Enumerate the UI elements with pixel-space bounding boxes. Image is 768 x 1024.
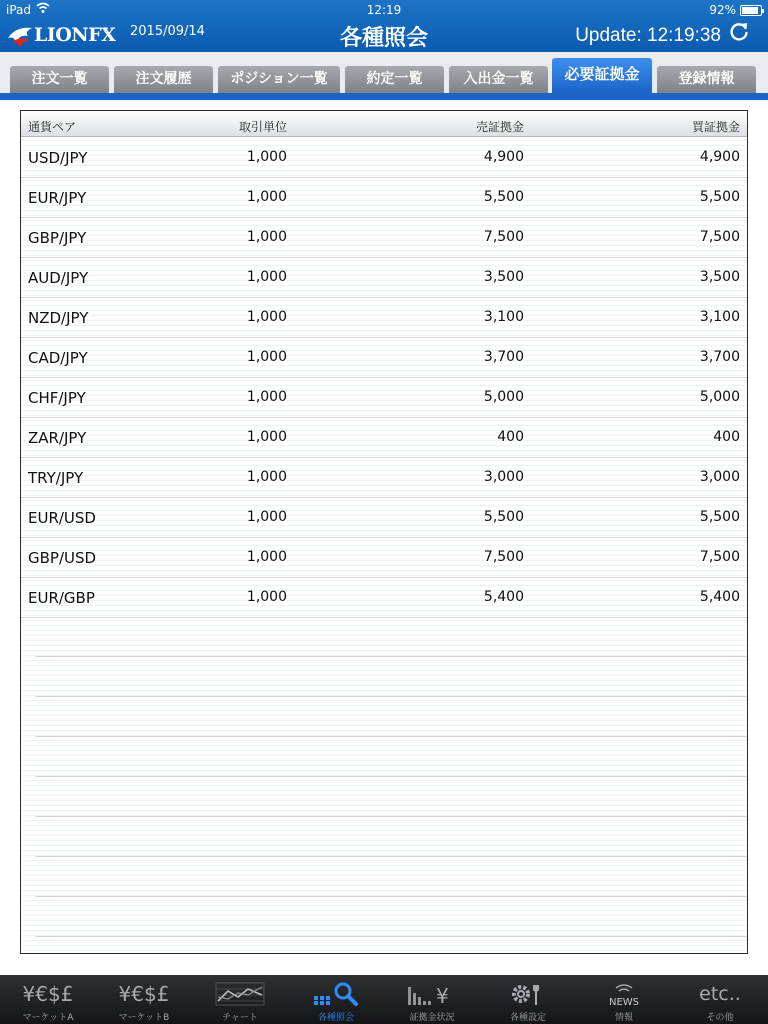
table-row[interactable] bbox=[21, 537, 747, 578]
refresh-icon[interactable] bbox=[728, 21, 750, 43]
tab-position-list[interactable]: ポジション一覧 bbox=[218, 66, 340, 93]
tab-execution-list[interactable]: 約定一覧 bbox=[345, 66, 444, 93]
cell-buy-margin: 5,400 bbox=[699, 589, 740, 605]
cell-sell-margin: 3,500 bbox=[483, 269, 524, 285]
news-icon bbox=[576, 981, 672, 1007]
currency-icon: ¥€$£ bbox=[118, 982, 170, 1006]
cell-trade-unit: 1,000 bbox=[246, 589, 287, 605]
table-row[interactable] bbox=[21, 337, 747, 378]
cell-buy-margin: 5,000 bbox=[699, 389, 740, 405]
cell-sell-margin: 400 bbox=[497, 429, 524, 445]
empty-row-divider bbox=[35, 856, 747, 857]
bottom-tab-label: 各種照会 bbox=[317, 1013, 354, 1023]
column-header-buy-margin: 買証拠金 bbox=[691, 120, 740, 134]
cell-currency-pair: ZAR/JPY bbox=[28, 429, 87, 447]
update-time: Update: 12:19:38 bbox=[575, 25, 721, 46]
empty-row-divider bbox=[35, 896, 747, 897]
cell-sell-margin: 7,500 bbox=[483, 229, 524, 245]
column-header-pair: 通貨ペア bbox=[28, 120, 77, 134]
cell-trade-unit: 1,000 bbox=[246, 469, 287, 485]
cell-buy-margin: 7,500 bbox=[699, 229, 740, 245]
cell-currency-pair: AUD/JPY bbox=[28, 269, 89, 287]
cell-currency-pair: CHF/JPY bbox=[28, 389, 86, 407]
table-header bbox=[21, 111, 747, 137]
bottom-tab-label: マーケットA bbox=[22, 1013, 74, 1023]
empty-row-divider bbox=[35, 936, 747, 937]
bottom-tab-market-a[interactable] bbox=[0, 975, 96, 1024]
table-row[interactable] bbox=[21, 217, 747, 258]
bottom-tab-label: 情報 bbox=[614, 1013, 633, 1023]
cell-buy-margin: 4,900 bbox=[699, 149, 740, 165]
cell-currency-pair: EUR/GBP bbox=[28, 589, 95, 607]
cell-buy-margin: 3,100 bbox=[699, 309, 740, 325]
empty-row-divider bbox=[35, 656, 747, 657]
cell-currency-pair: CAD/JPY bbox=[28, 349, 88, 367]
bottom-tab-label: 証拠金状況 bbox=[409, 1013, 455, 1023]
battery-icon bbox=[740, 5, 762, 16]
cell-trade-unit: 1,000 bbox=[246, 229, 287, 245]
etc-icon: etc.. bbox=[699, 983, 741, 1005]
app-header bbox=[0, 0, 768, 52]
cell-currency-pair: GBP/JPY bbox=[28, 229, 87, 247]
cell-trade-unit: 1,000 bbox=[246, 269, 287, 285]
cell-trade-unit: 1,000 bbox=[246, 549, 287, 565]
cell-buy-margin: 3,500 bbox=[699, 269, 740, 285]
bottom-tab-news[interactable] bbox=[576, 975, 672, 1024]
cell-trade-unit: 1,000 bbox=[246, 309, 287, 325]
cell-trade-unit: 1,000 bbox=[246, 429, 287, 445]
table-row[interactable] bbox=[21, 577, 747, 618]
cell-trade-unit: 1,000 bbox=[246, 509, 287, 525]
bottom-tab-label: チャート bbox=[222, 1013, 258, 1023]
cell-sell-margin: 5,400 bbox=[483, 589, 524, 605]
table-row[interactable] bbox=[21, 457, 747, 498]
cell-sell-margin: 5,500 bbox=[483, 189, 524, 205]
cell-buy-margin: 3,700 bbox=[699, 349, 740, 365]
tab-order-list[interactable]: 注文一覧 bbox=[10, 66, 109, 93]
cell-currency-pair: EUR/USD bbox=[28, 509, 96, 527]
cell-buy-margin: 7,500 bbox=[699, 549, 740, 565]
tab-required-margin[interactable]: 必要証拠金 bbox=[552, 58, 652, 93]
cell-buy-margin: 5,500 bbox=[699, 509, 740, 525]
bottom-tab-bar bbox=[0, 975, 768, 1024]
search-icon bbox=[288, 981, 384, 1007]
empty-row-divider bbox=[35, 776, 747, 777]
cell-trade-unit: 1,000 bbox=[246, 349, 287, 365]
table-row[interactable] bbox=[21, 177, 747, 218]
logo-text: LIONFX bbox=[34, 24, 116, 46]
cell-currency-pair: USD/JPY bbox=[28, 149, 88, 167]
bottom-tab-label: マーケットB bbox=[118, 1013, 170, 1023]
status-device: iPad bbox=[6, 3, 32, 17]
bottom-tab-margin-status[interactable] bbox=[384, 975, 480, 1024]
yen-glyph: ¥ bbox=[436, 984, 449, 1007]
tab-underline bbox=[0, 93, 768, 100]
currency-icon: ¥€$£ bbox=[22, 982, 74, 1006]
status-time: 12:19 bbox=[366, 3, 402, 17]
status-battery-text: 92% bbox=[709, 3, 736, 17]
table-row[interactable] bbox=[21, 137, 747, 178]
news-text: NEWS bbox=[608, 997, 640, 1007]
table-row[interactable] bbox=[21, 257, 747, 298]
bottom-tab-inquiry[interactable] bbox=[288, 975, 384, 1024]
bottom-tab-label: 各種設定 bbox=[509, 1013, 546, 1023]
cell-trade-unit: 1,000 bbox=[246, 189, 287, 205]
cell-buy-margin: 3,000 bbox=[699, 469, 740, 485]
table-row[interactable] bbox=[21, 417, 747, 458]
cell-currency-pair: NZD/JPY bbox=[28, 309, 89, 327]
cell-sell-margin: 7,500 bbox=[483, 549, 524, 565]
cell-currency-pair: GBP/USD bbox=[28, 549, 97, 567]
cell-sell-margin: 4,900 bbox=[483, 149, 524, 165]
cell-buy-margin: 5,500 bbox=[699, 189, 740, 205]
page-title: 各種照会 bbox=[339, 26, 428, 51]
empty-row-divider bbox=[35, 816, 747, 817]
cell-buy-margin: 400 bbox=[713, 429, 740, 445]
status-bar bbox=[0, 0, 768, 20]
bottom-tab-chart[interactable] bbox=[192, 975, 288, 1024]
margin-bars-icon bbox=[384, 981, 480, 1007]
table-row[interactable] bbox=[21, 297, 747, 338]
column-header-sell-margin: 売証拠金 bbox=[475, 120, 524, 134]
header-date: 2015/09/14 bbox=[130, 24, 205, 39]
tab-registration-info[interactable]: 登録情報 bbox=[657, 66, 756, 93]
tab-deposit-withdrawal[interactable]: 入出金一覧 bbox=[449, 66, 548, 93]
column-header-unit: 取引単位 bbox=[238, 120, 287, 134]
cell-sell-margin: 5,000 bbox=[483, 389, 524, 405]
bottom-tab-settings[interactable] bbox=[480, 975, 576, 1024]
cell-sell-margin: 3,000 bbox=[483, 469, 524, 485]
gear-wrench-icon bbox=[480, 981, 576, 1007]
cell-trade-unit: 1,000 bbox=[246, 149, 287, 165]
cell-currency-pair: TRY/JPY bbox=[28, 469, 84, 487]
bottom-tab-label: その他 bbox=[706, 1013, 734, 1023]
tab-order-history[interactable]: 注文履歴 bbox=[114, 66, 213, 93]
chart-icon bbox=[192, 981, 288, 1007]
margin-table bbox=[20, 110, 748, 954]
table-row[interactable] bbox=[21, 497, 747, 538]
cell-currency-pair: EUR/JPY bbox=[28, 189, 87, 207]
cell-sell-margin: 3,700 bbox=[483, 349, 524, 365]
empty-row-divider bbox=[35, 736, 747, 737]
empty-row-divider bbox=[35, 696, 747, 697]
cell-sell-margin: 3,100 bbox=[483, 309, 524, 325]
table-row[interactable] bbox=[21, 377, 747, 418]
bottom-tab-market-b[interactable] bbox=[96, 975, 192, 1024]
cell-sell-margin: 5,500 bbox=[483, 509, 524, 525]
cell-trade-unit: 1,000 bbox=[246, 389, 287, 405]
bottom-tab-other[interactable] bbox=[672, 975, 768, 1024]
